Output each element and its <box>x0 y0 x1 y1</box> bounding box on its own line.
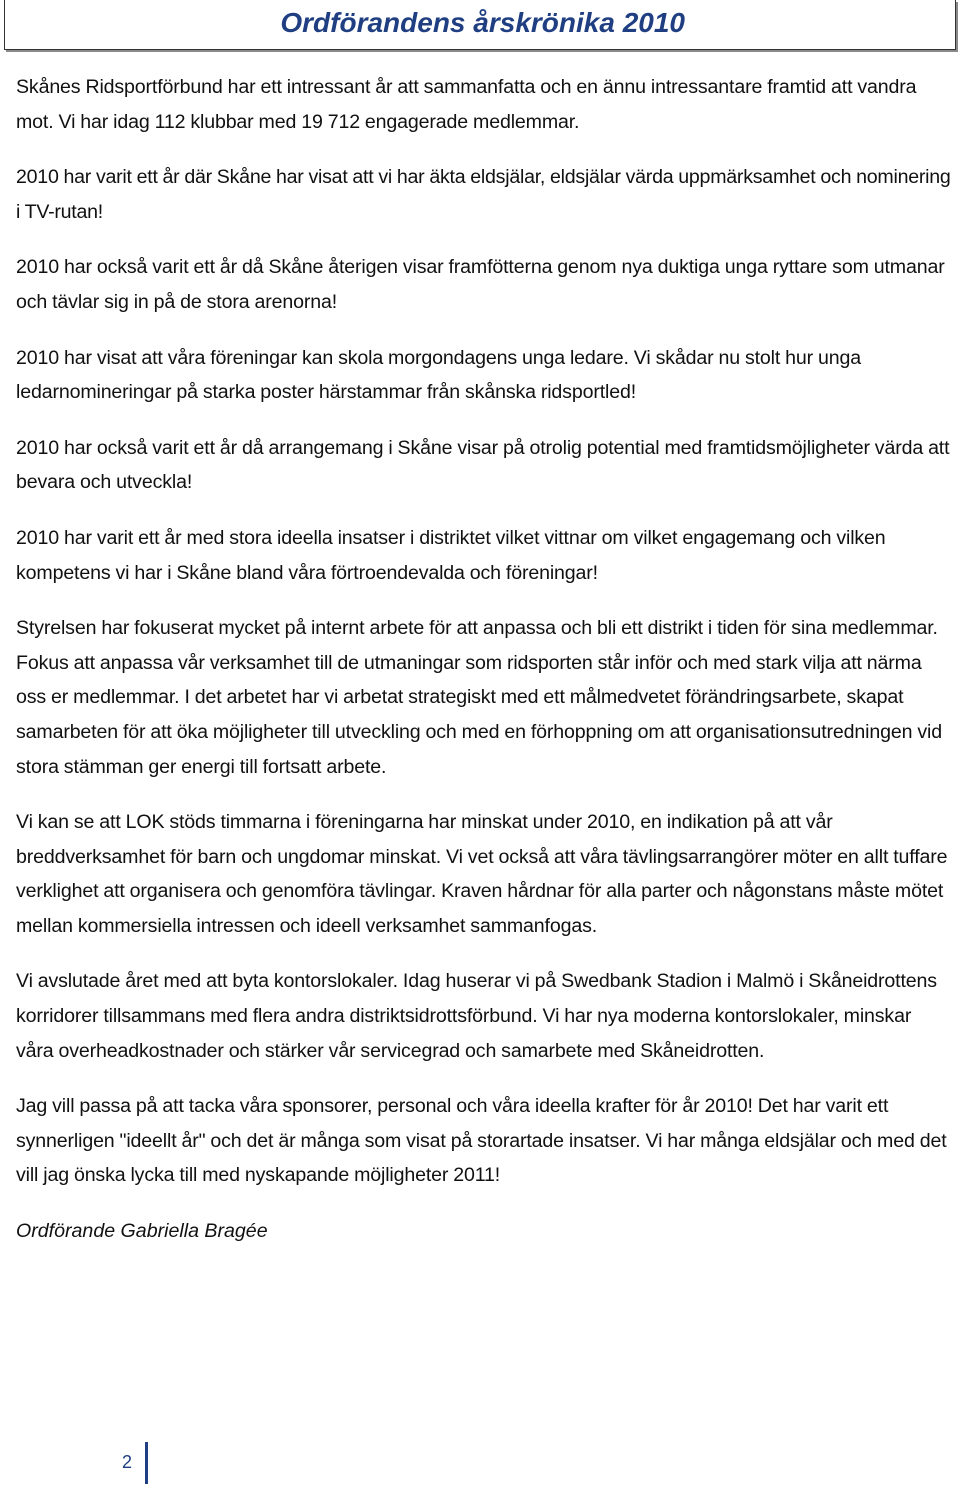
paragraph-eldsjalar: 2010 har varit ett år där Skåne har visat att vi har äkta eldsjälar, eldsjälar värda uppmärksamhet och nominering i TV-rutan! <box>16 166 951 223</box>
paragraph-styrelsen: Styrelsen har fokuserat mycket på internt arbete för att anpassa och bli ett distrikt i tiden för sina medlemmar. Fokus att anpassa vår verksamhet till de utmaningar som ridsporten står inför och med stark vilja att närma oss er medlemmar. I det arbetet har vi arbetat strategiskt med ett målmedvetet förändringsarbete, skapat samarbeten för att öka möjligheter till utveckling och med en förhoppning om att organisationsutredningen vid stora stämman ger energi till fortsatt arbete. <box>16 617 942 778</box>
footer-divider <box>145 1442 148 1484</box>
signature: Ordförande Gabriella Bragée <box>16 1220 268 1243</box>
paragraph-arrangemang: 2010 har också varit ett år då arrangemang i Skåne visar på otrolig potential med framtidsmöjligheter värda att bevara och utveckla! <box>16 436 950 494</box>
paragraph-ideella-insatser: 2010 har varit ett år med stora ideella insatser i distriktet vilket vittnar om vilket engagemang och vilken kompetens vi har i Skåne bland våra förtroendevalda och föreningar! <box>16 526 886 584</box>
paragraph-ryttare: 2010 har också varit ett år då Skåne återigen visar framfötterna genom nya duktiga unga ryttare som utmanar och tävlar sig in på de stora arenorna! <box>16 256 945 313</box>
page-number: 2 <box>122 1452 133 1472</box>
paragraph-intro: Skånes Ridsportförbund har ett intressant år att sammanfatta och en ännu intressantare framtid att vandra mot. Vi har idag 112 klubbar med 19 712 engagerade medlemmar. <box>16 76 917 133</box>
article-body <box>16 70 952 1249</box>
page-title: Ordförandens årskrönika 2010 <box>280 7 685 38</box>
paragraph-kontorslokaler: Vi avslutade året med att byta kontorslokaler. Idag huserar vi på Swedbank Stadion i Malmö i Skåneidrottens korridorer tillsammans med flera andra distriktsidrottsförbund. Vi har nya moderna kontorslokaler, minskar våra overheadkostnader och stärker vår servicegrad och samarbete med Skåneidrotten. <box>16 970 937 1062</box>
paragraph-lok: Vi kan se att LOK stöds timmarna i föreningarna har minskat under 2010, en indikation på att vår breddverksamhet för barn och ungdomar minskat. Vi vet också att våra tävlingsarrangörer möter en allt tuffare verklighet att organisera och genomföra tävlingar. Kraven hårdnar för alla parter och någonstans måste mötet mellan kommersiella intressen och ideell verksamhet sammanfogas. <box>16 811 948 937</box>
title-box <box>4 0 956 50</box>
paragraph-ledare: 2010 har visat att våra föreningar kan skola morgondagens unga ledare. Vi skådar nu stolt hur unga ledarnomineringar på starka poster härstammar från skånska ridsportled! <box>16 346 861 404</box>
paragraph-tack: Jag vill passa på att tacka våra sponsorer, personal och våra ideella krafter för år 2010! Det har varit ett synnerligen "ideellt år" och det är många som visat på storartade insatser. Vi har många eldsjälar och med det vill jag önska lycka till med nyskapande möjligheter 2011! <box>16 1095 947 1187</box>
